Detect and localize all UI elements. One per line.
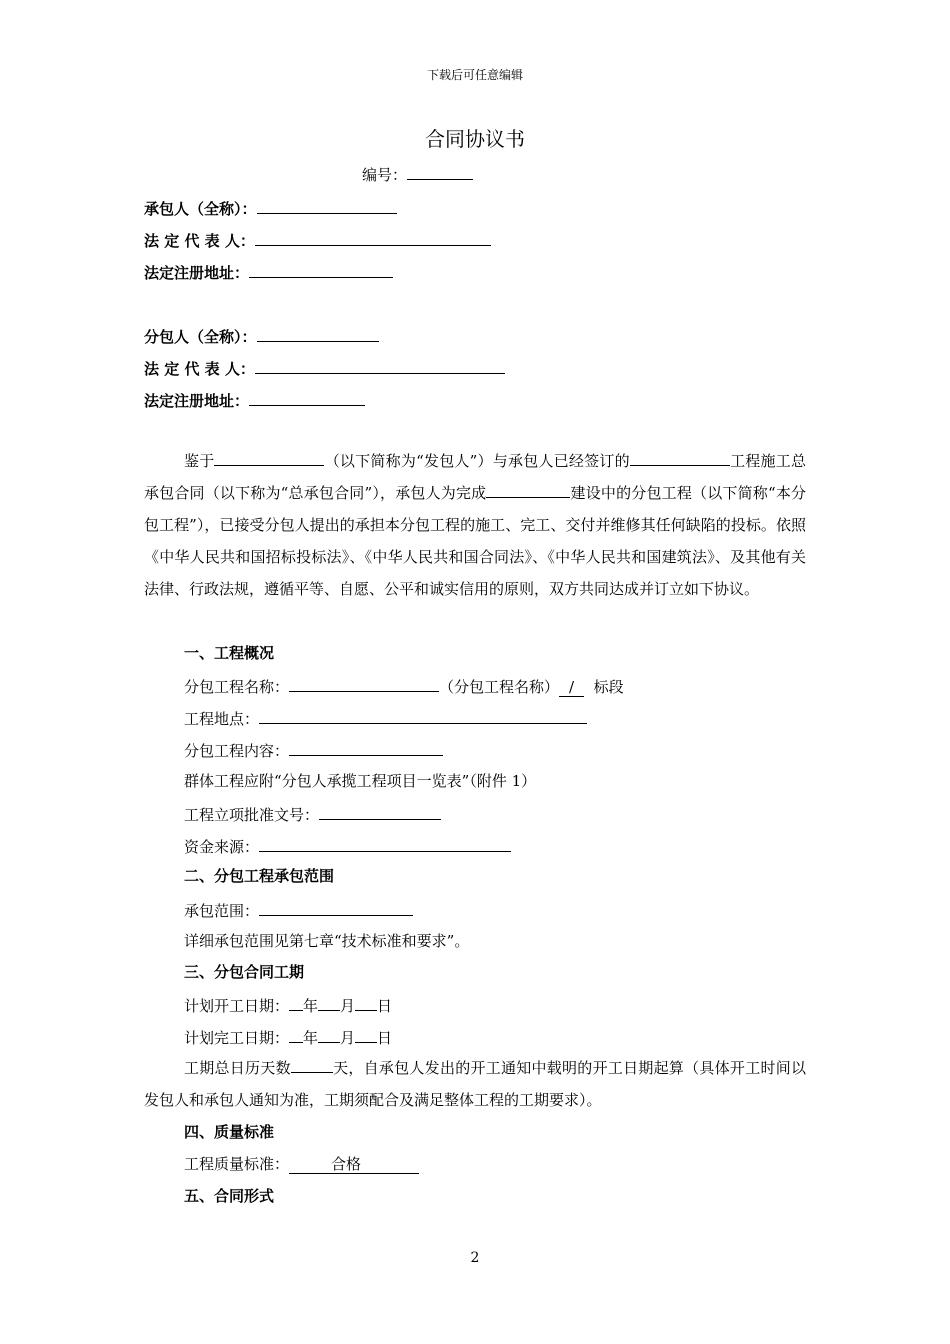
contractor-rep-blank[interactable] <box>255 229 491 246</box>
start-label: 计划开工日期： <box>184 997 290 1015</box>
contractor-name-label: 承包人（全称）： <box>144 200 257 218</box>
intro-text-1: 鉴于 <box>184 452 215 470</box>
finish-date-line <box>184 1026 392 1048</box>
sub-name-note: （分包工程名称） <box>439 678 560 696</box>
site-line <box>184 707 587 729</box>
contractor-rep-line <box>144 229 491 251</box>
intro-text-4: 建设中的分包工程（以下简称“本分包工程”），已接受分包人提出的承担本分包工程的施工、完工、交付并维修其任何缺陷的投标。依照《中华人民共和国招标投标法》、《中华人民共和国合同法》、《中华人民共和国建筑法》、及其他有关法律、行政法规，遵循平等、自愿、公平和诚实信用的原则，双方共同达成并订立如下协议。 <box>144 484 807 598</box>
scope-label: 承包范围： <box>184 902 260 920</box>
lot-label: 标段 <box>593 678 624 696</box>
subcontractor-rep-line <box>144 357 505 379</box>
finish-year-blank[interactable] <box>289 1026 303 1043</box>
page-title: 合同协议书 <box>425 127 525 151</box>
sub-name-blank[interactable] <box>289 675 439 692</box>
contractor-name-line <box>144 197 397 219</box>
contractor-name-blank[interactable] <box>257 197 397 214</box>
content-label: 分包工程内容： <box>184 742 290 760</box>
intro-paragraph <box>144 445 806 605</box>
quality-line <box>184 1154 419 1174</box>
lot-value[interactable]: / <box>559 678 584 697</box>
start-month-label: 月 <box>340 997 356 1015</box>
subcontractor-rep-blank[interactable] <box>255 357 505 374</box>
scope-detail: 详细承包范围见第七章“技术标准和要求”。 <box>184 932 470 950</box>
subcontractor-name-blank[interactable] <box>257 325 379 342</box>
duration-text-1: 工期总日历天数 <box>184 1059 291 1077</box>
start-day-label: 日 <box>377 997 393 1015</box>
subcontractor-name-label: 分包人（全称）： <box>144 328 257 346</box>
group-note: 群体工程应附“分包人承揽工程项目一览表”（附件 1） <box>184 772 537 790</box>
contractor-rep-label: 法 定 代 表 人： <box>144 232 255 250</box>
duration-paragraph <box>144 1052 806 1116</box>
finish-day-blank[interactable] <box>355 1026 377 1043</box>
project-blank[interactable] <box>630 449 730 466</box>
finish-day-label: 日 <box>377 1029 393 1047</box>
duration-text-2: 天，自承包人发出的开工通知中载明的开工日期起算（具体开工时间以发包人和承包人通知为准，工期须配合及满足整体工程的工期要求）。 <box>144 1059 806 1109</box>
header-note: 下载后可任意编辑 <box>426 68 523 82</box>
subcontractor-addr-blank[interactable] <box>249 389 365 406</box>
start-day-blank[interactable] <box>355 994 377 1011</box>
fund-line <box>184 835 511 857</box>
finish-label: 计划完工日期： <box>184 1029 290 1047</box>
section2-heading: 二、分包工程承包范围 <box>184 867 335 885</box>
section1-heading: 一、工程概况 <box>184 644 275 662</box>
subcontractor-addr-line <box>144 389 365 411</box>
finish-month-blank[interactable] <box>318 1026 340 1043</box>
contractor-addr-line <box>144 261 393 283</box>
quality-value[interactable]: 合格 <box>289 1155 419 1174</box>
content-line <box>184 739 443 761</box>
subcontractor-name-line <box>144 325 379 347</box>
finish-year-label: 年 <box>303 1029 319 1047</box>
contract-number-line <box>362 163 473 185</box>
section3-heading: 三、分包合同工期 <box>184 963 305 981</box>
scope-line <box>184 899 413 921</box>
approval-line <box>184 803 441 825</box>
contractor-addr-blank[interactable] <box>249 261 393 278</box>
page-number: 2 <box>470 1250 480 1266</box>
fund-label: 资金来源： <box>184 838 260 856</box>
sub-name-label: 分包工程名称： <box>184 678 290 696</box>
section5-heading: 五、合同形式 <box>184 1187 275 1205</box>
employer-blank[interactable] <box>214 449 324 466</box>
fund-blank[interactable] <box>259 835 511 852</box>
start-date-line <box>184 994 392 1016</box>
contractor-addr-label: 法定注册地址： <box>144 264 250 282</box>
intro-text-3: 工程施工总承包合同（以下称为“总承包合同”），承包人为完成 <box>144 452 806 502</box>
start-year-blank[interactable] <box>289 994 303 1011</box>
approval-label: 工程立项批准文号： <box>184 806 320 824</box>
subcontractor-addr-label: 法定注册地址： <box>144 392 250 410</box>
content-blank[interactable] <box>289 739 443 756</box>
subcontractor-rep-label: 法 定 代 表 人： <box>144 360 255 378</box>
section4-heading: 四、质量标准 <box>184 1123 275 1141</box>
intro-text-2: （以下简称为“发包人”）与承包人已经签订的 <box>324 452 630 470</box>
approval-blank[interactable] <box>319 803 441 820</box>
number-label: 编号： <box>362 166 408 184</box>
sub-name-line <box>184 675 624 697</box>
number-blank[interactable] <box>407 163 473 180</box>
site-blank[interactable] <box>259 707 587 724</box>
quality-label: 工程质量标准： <box>184 1155 290 1173</box>
finish-month-label: 月 <box>340 1029 356 1047</box>
site-label: 工程地点： <box>184 710 260 728</box>
duration-blank[interactable] <box>291 1056 333 1073</box>
start-month-blank[interactable] <box>318 994 340 1011</box>
start-year-label: 年 <box>303 997 319 1015</box>
scope-blank[interactable] <box>259 899 413 916</box>
construction-blank[interactable] <box>486 481 570 498</box>
